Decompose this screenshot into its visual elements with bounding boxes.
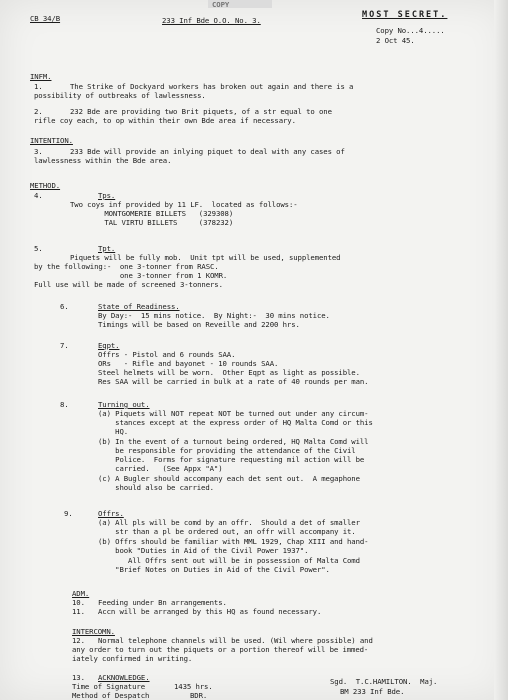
para-7-line-4: Res SAA will be carried in bulk at a rate of 40 rounds per man.	[98, 377, 369, 386]
para-3-line-2: lawlessness within the Bde area.	[34, 156, 172, 165]
para-2-line-2: rifle coy each, to op within their own Bde area if necessary.	[34, 116, 296, 125]
para-4-line-1: Two coys inf provided by 11 LF. located as follows:-	[70, 200, 298, 209]
para-8-line-1: (a) Piquets will NOT repeat NOT be turned out under any circum-	[98, 409, 369, 418]
method-of-despatch-label: Method of Despatch	[72, 691, 150, 700]
para-number: 2.	[34, 107, 43, 116]
file-reference: CB 34/B	[30, 14, 61, 23]
para-5-line-3: one 3-tonner from 1 KOMR.	[34, 271, 228, 280]
para-4-line-3: TAL VIRTU BILLETS (378232)	[70, 218, 234, 227]
acknowledge-heading: ACKNOWLEDGE.	[98, 673, 150, 682]
para-8-line-2: stances except at the express order of HQ Malta Comd or this	[98, 418, 373, 427]
heading-method: METHOD.	[30, 181, 61, 190]
heading-infm: INFM.	[30, 72, 52, 81]
para-number: 11.	[72, 607, 85, 616]
para-6-line-1: By Day:- 15 mins notice. By Night:- 30 mins notice.	[98, 311, 330, 320]
para-9-line-2: str than a pl be ordered out, an offr will accompany it.	[98, 527, 356, 536]
para-7-line-2: ORs - Rifle and bayonet - 10 rounds SAA.	[98, 359, 279, 368]
para-11-text: Accn will be arranged by this HQ as found necessary.	[98, 607, 322, 616]
para-9-line-3: (b) Offrs should be familiar with MML 1929, Chap XIII and hand-	[98, 537, 369, 546]
para-number: 10.	[72, 598, 85, 607]
para-12-line-3: iately confirmed in writing.	[72, 654, 193, 663]
order-title: 233 Inf Bde O.O. No. 3.	[162, 16, 261, 25]
para-4-line-2: MONTGOMERIE BILLETS (329308)	[70, 209, 234, 218]
heading-intention: INTENTION.	[30, 136, 73, 145]
para-number: 13.	[72, 673, 85, 682]
para-number: 7.	[60, 341, 69, 350]
method-of-despatch-value: BDR.	[190, 691, 208, 700]
para-8-line-5: be responsible for providing the attendance of the Civil	[98, 446, 356, 455]
copy-stamp-text: COPY	[212, 0, 230, 9]
para-10-text: Feeding under Bn arrangements.	[98, 598, 227, 607]
order-date: 2 Oct 45.	[376, 36, 415, 45]
para-8-line-9: should also be carried.	[98, 483, 214, 492]
para-6-line-2: Timings will be based on Reveille and 2200 hrs.	[98, 320, 300, 329]
para-8-line-3: HQ.	[98, 427, 129, 436]
para-9-heading: Offrs.	[98, 509, 124, 518]
para-number: 1.	[34, 82, 43, 91]
para-number: 4.	[34, 191, 43, 200]
signer-unit: BM 233 Inf Bde.	[340, 687, 405, 696]
para-9-line-4: book "Duties in Aid of the Civil Power 1937".	[98, 546, 309, 555]
para-3-line-1: 233 Bde will provide an inlying piquet to deal with any cases of	[70, 147, 345, 156]
para-number: 8.	[60, 400, 69, 409]
para-12-line-2: any order to turn out the piquets or a portion thereof will be immed-	[72, 645, 369, 654]
copy-number: Copy No...4.....	[376, 26, 445, 35]
time-of-signature-label: Time of Signature	[72, 682, 145, 691]
para-number: 9.	[64, 509, 73, 518]
para-9-line-5: All Offrs sent out will be in possession of Malta Comd	[98, 556, 360, 565]
para-number: 12.	[72, 636, 85, 645]
para-6-heading: State of Readiness.	[98, 302, 180, 311]
para-2-line-1: 232 Bde are providing two Brit piquets, of a str equal to one	[70, 107, 332, 116]
time-of-signature-value: 1435 hrs.	[174, 682, 213, 691]
para-8-line-6: Police. Forms for signature requesting mil action will be	[98, 455, 365, 464]
para-5-line-1: Piquets will be fully mob. Unit tpt will be used, supplemented	[70, 253, 341, 262]
para-12-line-1: Normal telephone channels will be used. (Wil where possible) and	[98, 636, 373, 645]
para-9-line-1: (a) All pls will be comd by an offr. Should a det of smaller	[98, 518, 360, 527]
page-edge-shadow	[494, 0, 508, 700]
para-1-line-1: The Strike of Dockyard workers has broken out again and there is a	[70, 82, 354, 91]
para-8-line-8: (c) A Bugler should accompany each det sent out. A megaphone	[98, 474, 360, 483]
para-7-heading: Eqpt.	[98, 341, 120, 350]
heading-adm: ADM.	[72, 589, 90, 598]
para-1-line-2: possibility of outbreaks of lawlessness.	[34, 91, 206, 100]
para-8-line-4: (b) In the event of a turnout being ordered, HQ Malta Comd will	[98, 437, 369, 446]
para-8-line-7: carried. (See Appx "A")	[98, 464, 223, 473]
para-5-line-4: Full use will be made of screened 3-tonners.	[34, 280, 223, 289]
signature-line: Sgd. T.C.HAMILTON. Maj.	[330, 677, 438, 686]
para-5-heading: Tpt.	[98, 244, 116, 253]
heading-intercomn: INTERCOMN.	[72, 627, 115, 636]
para-8-heading: Turning out.	[98, 400, 150, 409]
classification: MOST SECRET.	[362, 10, 448, 20]
para-number: 6.	[60, 302, 69, 311]
para-9-line-6: "Brief Notes on Duties in Aid of the Civil Power".	[98, 565, 330, 574]
para-number: 5.	[34, 244, 43, 253]
para-4-heading: Tps.	[98, 191, 116, 200]
para-5-line-2: by the following:- one 3-tonner from RASC.	[34, 262, 219, 271]
para-number: 3.	[34, 147, 43, 156]
para-7-line-1: Offrs - Pistol and 6 rounds SAA.	[98, 350, 236, 359]
para-7-line-3: Steel helmets will be worn. Other Eqpt as light as possible.	[98, 368, 360, 377]
